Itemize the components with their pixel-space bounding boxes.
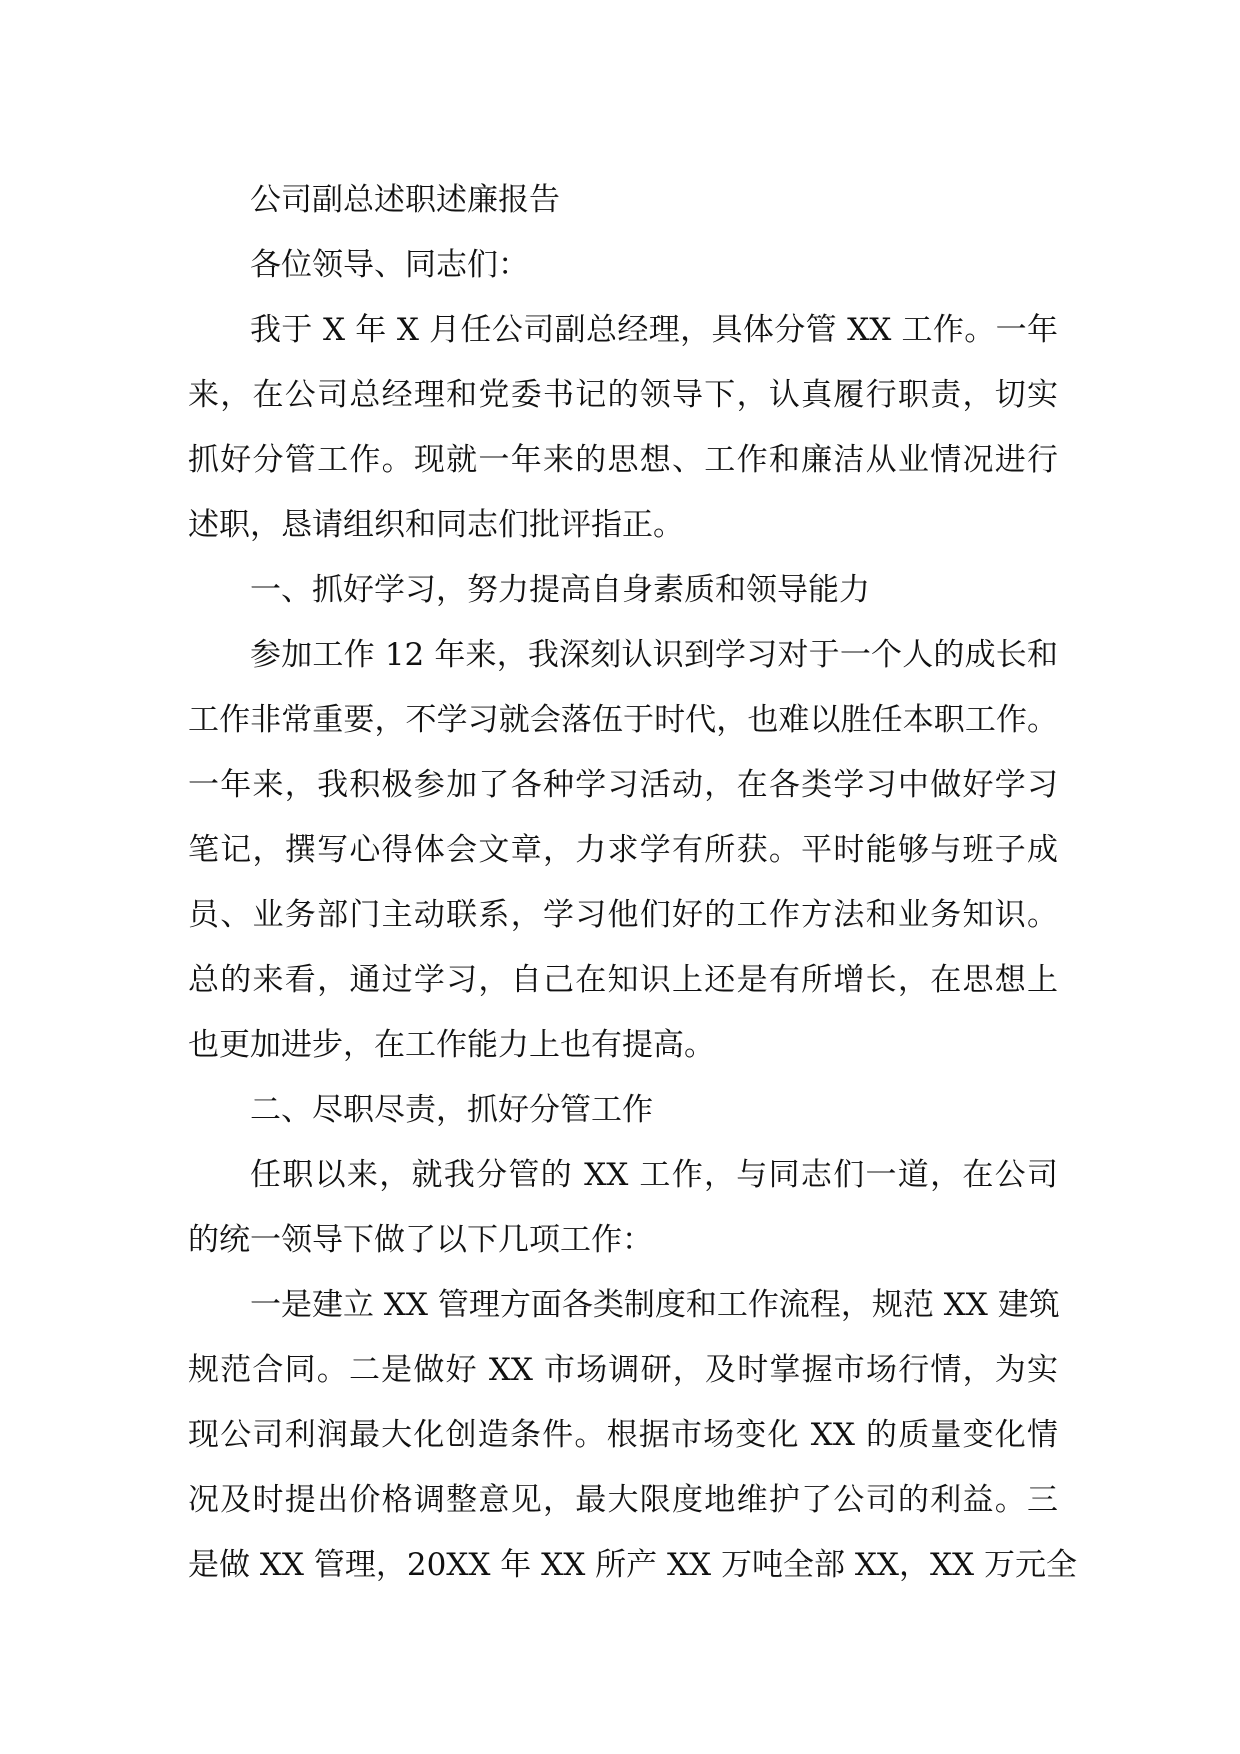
paragraph-study-line: 笔记，撰写心得体会文章，力求学有所获。平时能够与班子成 (188, 832, 1058, 868)
greeting: 各位领导、同志们： (250, 247, 529, 283)
paragraph-study-line: 工作非常重要，不学习就会落伍于时代，也难以胜任本职工作。 (188, 702, 1058, 738)
document-body (188, 168, 1077, 1598)
paragraph-tasks-line: 现公司利润最大化创造条件。根据市场变化 XX 的质量变化情 (188, 1417, 1058, 1453)
paragraph-tasks-line: 况及时提出价格调整意见，最大限度地维护了公司的利益。三 (188, 1482, 1058, 1518)
document-title: 公司副总述职述廉报告 (250, 182, 560, 218)
paragraph-tasks-line: 是做 XX 管理，20XX 年 XX 所产 XX 万吨全部 XX，XX 万元全 (188, 1547, 1077, 1583)
paragraph-tasks-line: 规范合同。二是做好 XX 市场调研，及时掌握市场行情，为实 (188, 1352, 1058, 1388)
paragraph-study-line: 也更加进步，在工作能力上也有提高。 (188, 1027, 715, 1063)
section-heading-2: 二、尽职尽责，抓好分管工作 (250, 1092, 653, 1128)
paragraph-study-line: 一年来，我积极参加了各种学习活动，在各类学习中做好学习 (188, 767, 1058, 803)
paragraph-intro-line: 来，在公司总经理和党委书记的领导下，认真履行职责，切实 (188, 377, 1058, 413)
paragraph-duty-line: 的统一领导下做了以下几项工作： (188, 1222, 653, 1258)
paragraph-study-line: 总的来看，通过学习，自己在知识上还是有所增长，在思想上 (188, 962, 1058, 998)
paragraph-intro-line: 抓好分管工作。现就一年来的思想、工作和廉洁从业情况进行 (188, 442, 1058, 478)
paragraph-intro-line: 述职，恳请组织和同志们批评指正。 (188, 507, 684, 543)
section-heading-1: 一、抓好学习，努力提高自身素质和领导能力 (250, 572, 870, 608)
paragraph-study-line: 员、业务部门主动联系，学习他们好的工作方法和业务知识。 (188, 897, 1058, 933)
paragraph-intro-line: 我于 X 年 X 月任公司副总经理，具体分管 XX 工作。一年 (250, 312, 1058, 348)
paragraph-tasks-line: 一是建立 XX 管理方面各类制度和工作流程，规范 XX 建筑 (250, 1287, 1060, 1323)
paragraph-study-line: 参加工作 12 年来，我深刻认识到学习对于一个人的成长和 (250, 637, 1058, 673)
paragraph-duty-line: 任职以来，就我分管的 XX 工作，与同志们一道，在公司 (250, 1157, 1058, 1193)
